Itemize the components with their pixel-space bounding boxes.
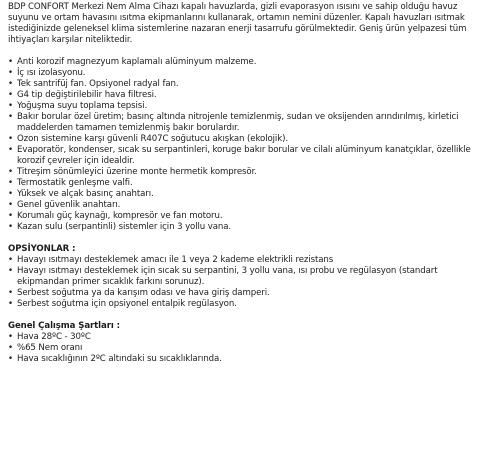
bullet-icon: • [8, 343, 13, 353]
list-item [8, 79, 489, 90]
list-item [8, 57, 489, 68]
list-item-text: Tek santrifüj fan. Opsiyonel radyal fan. [17, 79, 179, 89]
list-item-text: Yüksek ve alçak basınç anahtarı. [17, 189, 154, 199]
bullet-icon: • [8, 178, 13, 188]
bullet-icon: • [8, 288, 13, 298]
list-item-text: Ozon sistemine karşı güvenli R407C soğutucu akışkan (ekolojik). [17, 134, 288, 144]
intro-text-2: Kapalı havuzları ısıtmak istediğinizde geleneksel klima sistemlerine nazaran enerji tasarrufu görülmektedir. Geniş ürün yelpazesi tüm ihtiyaçları karşılar niteliktedir. [8, 13, 467, 45]
bullet-icon: • [8, 189, 13, 199]
list-item [8, 189, 489, 200]
conditions-list [8, 332, 489, 365]
list-item [8, 354, 489, 365]
list-item [8, 167, 489, 178]
list-item-text: Havayı ısıtmayı desteklemek için sıcak su serpantini, 3 yollu vana, ısı probu ve regülasyon (standart ekipmandan primer sıcaklık farkını sorunuz). [17, 266, 438, 287]
list-item [8, 68, 489, 79]
list-item [8, 211, 489, 222]
list-item-text: İç ısı izolasyonu. [17, 68, 86, 78]
list-item [8, 101, 489, 112]
list-item-text: Anti korozif magnezyum kaplamalı alüminyum malzeme. [17, 57, 257, 67]
bullet-icon: • [8, 101, 13, 111]
list-item [8, 288, 489, 299]
list-item-text: Yoğuşma suyu toplama tepsisi. [17, 101, 148, 111]
bullet-icon: • [8, 299, 13, 309]
list-item [8, 90, 489, 101]
list-item-text: Termostatik genleşme valfi. [17, 178, 133, 188]
bullet-icon: • [8, 167, 13, 177]
conditions-heading: Genel Çalışma Şartları : [8, 321, 120, 331]
features-list [8, 57, 489, 233]
intro-text-1: BDP CONFORT Merkezi Nem Alma Cihazı kapalı havuzlarda, gizli evaporasyon ısısını ve sahip olduğu havuz suyunu ve ortam havasını ısıtma ekipmanlarını kullanarak, ortamın nemini düzenler. [8, 2, 458, 23]
list-item [8, 222, 489, 233]
bullet-icon: • [8, 354, 13, 364]
bullet-icon: • [8, 211, 13, 221]
intro-paragraph [8, 2, 489, 46]
list-item-text: %65 Nem oranı [17, 343, 83, 353]
bullet-icon: • [8, 57, 13, 67]
bullet-icon: • [8, 200, 13, 210]
list-item-text: Hava sıcaklığının 2ºC altındaki su sıcaklıklarında. [17, 354, 222, 364]
bullet-icon: • [8, 332, 13, 342]
list-item [8, 255, 489, 266]
bullet-icon: • [8, 68, 13, 78]
list-item [8, 299, 489, 310]
bullet-icon: • [8, 255, 13, 265]
list-item [8, 266, 489, 288]
list-item [8, 145, 489, 167]
options-list [8, 255, 489, 310]
list-item-text: Hava 28ºC - 30ºC [17, 332, 91, 342]
list-item [8, 134, 489, 145]
bullet-icon: • [8, 90, 13, 100]
list-item [8, 112, 489, 134]
list-item [8, 343, 489, 354]
bullet-icon: • [8, 134, 13, 144]
list-item [8, 332, 489, 343]
list-item-text: G4 tip değiştirilebilir hava filtresi. [17, 90, 157, 100]
bullet-icon: • [8, 145, 13, 155]
list-item-text: Korumalı güç kaynağı, kompresör ve fan motoru. [17, 211, 223, 221]
bullet-icon: • [8, 266, 13, 276]
list-item-text: Serbest soğutma için opsiyonel entalpik regülasyon. [17, 299, 237, 309]
list-item-text: Kazan sulu (serpantinli) sistemler için 3 yollu vana. [17, 222, 232, 232]
list-item-text: Bakır borular özel üretim; basınç altında nitrojenle temizlenmiş, sudan ve oksijenden arındırılmış, kirletici maddelerden tamamen temizlenmiş bakır borulardır. [17, 112, 459, 133]
bullet-icon: • [8, 79, 13, 89]
bullet-icon: • [8, 222, 13, 232]
list-item-text: Genel güvenlik anahtarı. [17, 200, 121, 210]
list-item-text: Havayı ısıtmayı desteklemek amacı ile 1 veya 2 kademe elektrikli rezistans [17, 255, 334, 265]
list-item [8, 178, 489, 189]
list-item-text: Serbest soğutma ya da karışım odası ve hava giriş damperi. [17, 288, 270, 298]
list-item-text: Evaporatör, kondenser, sıcak su serpantinleri, koruge bakır borular ve cilalı alüminyum kanatçıklar, özellikle korozif çevreler için idealdir. [17, 145, 471, 166]
list-item [8, 200, 489, 211]
bullet-icon: • [8, 112, 13, 122]
list-item-text: Titreşim sönümleyici üzerine monte hermetik kompresör. [17, 167, 257, 177]
options-heading: OPSİYONLAR : [8, 244, 76, 254]
